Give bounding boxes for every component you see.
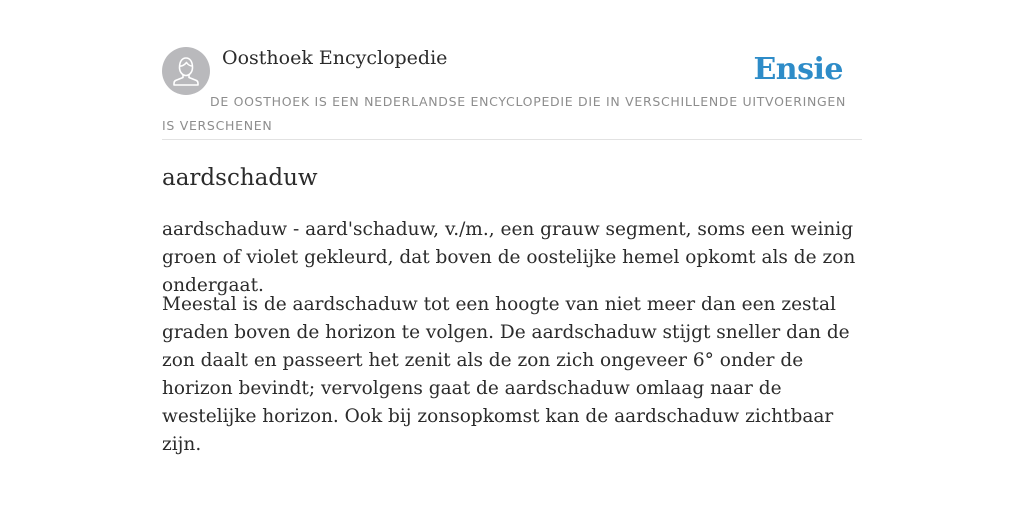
article-paragraph-definition: aardschaduw - aard'schaduw, v./m., een grauw segment, soms een weinig groen of violet gekleurd, dat boven de oostelijke hemel opkomt als de zon ondergaat. <box>162 219 856 296</box>
avatar-graphic <box>162 47 210 95</box>
article-title: aardschaduw <box>162 165 318 191</box>
site-header <box>162 46 862 140</box>
site-tagline: DE OOSTHOEK IS EEN NEDERLANDSE ENCYCLOPEDIE DIE IN VERSCHILLENDE UITVOERINGEN IS VERSCHENEN <box>162 94 847 133</box>
user-silhouette-icon[interactable] <box>162 47 210 95</box>
ensie-logo-link[interactable]: Ensie <box>753 52 843 87</box>
site-name[interactable]: Oosthoek Encyclopedie <box>222 47 448 69</box>
article-paragraph-detail: Meestal is de aardschaduw tot een hoogte van niet meer dan een zestal graden boven de horizon te volgen. De aardschaduw stijgt sneller dan de zon daalt en passeert het zenit als de zon zich ongeveer 6° onder de horizon bevindt; vervolgens gaat de aardschaduw omlaag naar de westelijke horizon. Ook bij zonsopkomst kan de aardschaduw zichtbaar zijn. <box>162 294 850 455</box>
